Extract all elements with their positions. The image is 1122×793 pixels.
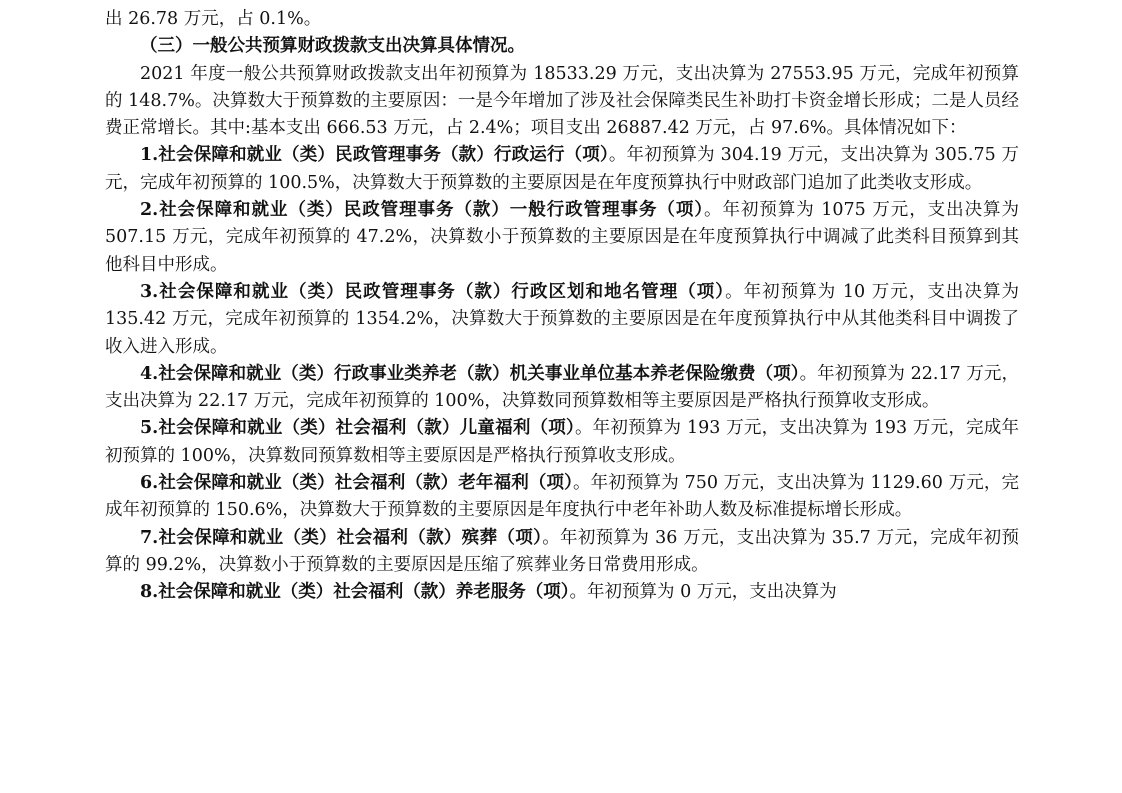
item-paragraph-7 <box>105 525 1019 580</box>
item-paragraph-6 <box>105 470 1019 525</box>
item-paragraph-3 <box>105 279 1019 361</box>
section-heading: （三）一般公共预算财政拨款支出决算具体情况。 <box>140 36 525 57</box>
item-text: 。年初预算为 193 万元，支出决算为 193 万元，完成年初预算的 100%，决算数同预算数相等主要原因是严格执行预算收支形成。 <box>105 418 1019 466</box>
item-title: 6.社会保障和就业（类）社会福利（款）老年福利（项） <box>140 473 574 494</box>
item-text: 。年初预算为 1075 万元，支出决算为 507.15 万元，完成年初预算的 47.2%，决算数小于预算数的主要原因是在年度预算执行中调减了此类科目预算到其他科目中形成。 <box>105 200 1019 275</box>
item-title: 4.社会保障和就业（类）行政事业类养老（款）机关事业单位基本养老保险缴费（项） <box>140 363 800 384</box>
item-text: 。年初预算为 0 万元，支出决算为 <box>569 582 837 603</box>
item-title: 2.社会保障和就业（类）民政管理事务（款）一般行政管理事务（项） <box>140 200 705 221</box>
item-title: 7.社会保障和就业（类）社会福利（款）殡葬（项） <box>140 527 543 548</box>
item-text: 。年初预算为 10 万元，支出决算为 135.42 万元，完成年初预算的 1354.2%，决算数大于预算数的主要原因是在年度预算执行中从其他类科目中调拨了收入进入形成。 <box>105 281 1019 357</box>
item-title: 8.社会保障和就业（类）社会福利（款）养老服务（项） <box>140 582 570 603</box>
item-text: 。年初预算为 304.19 万元，支出决算为 305.75 万元，完成年初预算的 100.5%，决算数大于预算数的主要原因是在年度预算执行中财政部门追加了此类收支形成。 <box>105 145 1019 193</box>
item-paragraph-8 <box>105 579 1019 606</box>
lead-paragraph: 出 26.78 万元，占 0.1%。 <box>105 9 322 29</box>
item-text: 。年初预算为 750 万元，支出决算为 1129.60 万元，完成年初预算的 150.6%，决算数大于预算数的主要原因是年度执行中老年补助人数及标准提标增长形成。 <box>105 473 1019 521</box>
item-title: 5.社会保障和就业（类）社会福利（款）儿童福利（项） <box>140 418 575 439</box>
item-paragraph-5 <box>105 415 1019 470</box>
item-title: 3.社会保障和就业（类）民政管理事务（款）行政区划和地名管理（项） <box>140 281 726 302</box>
item-title: 1.社会保障和就业（类）民政管理事务（款）行政运行（项） <box>140 145 609 166</box>
document-body <box>105 6 1019 607</box>
item-text: 。年初预算为 22.17 万元，支出决算为 22.17 万元，完成年初预算的 100%，决算数同预算数相等主要原因是严格执行预算收支形成。 <box>105 363 1019 412</box>
summary-paragraph: 2021 年度一般公共预算财政拨款支出年初预算为 18533.29 万元，支出决算为 27553.95 万元，完成年初预算的 148.7%。决算数大于预算数的主要原因：一是今年增加了涉及社会保障类民生补助打卡资金增长形成；二是人员经费正常增长。其中:基本支出 666.53 万元，占 2.4%；项目支出 26887.42 万元，占 97.6%。具体情况如下： <box>105 63 1019 139</box>
item-paragraph-4 <box>105 361 1019 416</box>
item-paragraph-2 <box>105 197 1019 279</box>
item-text: 。年初预算为 36 万元，支出决算为 35.7 万元，完成年初预算的 99.2%，决算数小于预算数的主要原因是压缩了殡葬业务日常费用形成。 <box>105 527 1019 575</box>
item-paragraph-1 <box>105 142 1019 197</box>
